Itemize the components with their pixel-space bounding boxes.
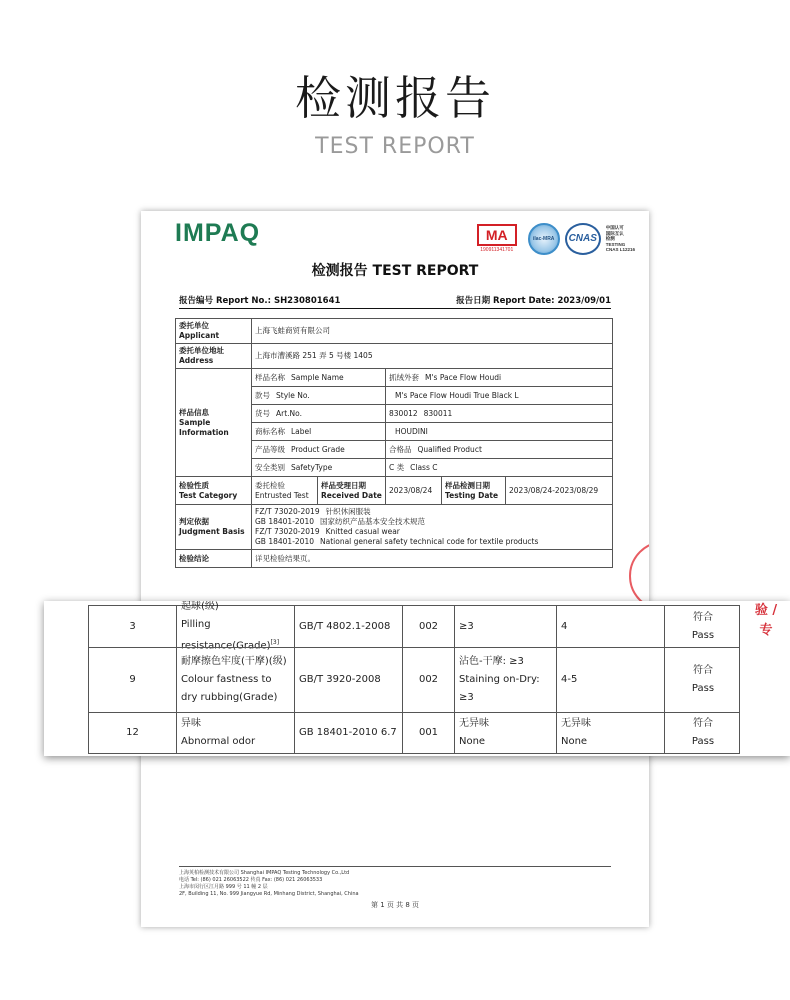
- conclusion-row: 检验结论 详见检验结果页。: [176, 550, 613, 568]
- report-sheet: [141, 211, 649, 927]
- ilac-mra-icon: ilac-MRA: [528, 223, 560, 255]
- results-table: [88, 601, 740, 754]
- address-row: 委托单位地址 Address 上海市漕溪路 251 弄 5 号楼 1405: [176, 344, 613, 369]
- cnas-accreditation-text: 中国认可 国际互认 检测 TESTING CNAS L12216: [605, 225, 635, 253]
- applicant-row: 委托单位 Applicant 上海飞蛙商贸有限公司: [176, 319, 613, 344]
- table-row: 12 异味 Abnormal odor GB 18401-2010 6.7 001 无异味 None 无异味 None 符合 Pass: [88, 712, 740, 754]
- sample-row: 样品信息 Sample Information 样品名称 Sample Name 抓绒外套 M's Pace Flow Houdi: [176, 369, 613, 387]
- report-title: 检测报告 TEST REPORT: [311, 263, 479, 279]
- impaq-logo: IMPAQ: [175, 219, 261, 247]
- applicant-value: 上海飞蛙商贸有限公司: [252, 319, 613, 344]
- test-category-row: 检验性质 Test Category 委托检验 Entrusted Test 样品受理日期 Received Date 2023/08/24 样品检测日期 Testing Date 2023/08/24-2023/08/29: [176, 477, 613, 505]
- report-info-table: [175, 318, 613, 568]
- report-meta: [179, 294, 611, 309]
- report-number: 报告编号 Report No.: SH230801641: [179, 296, 341, 306]
- page-number: 第 1 页 共 8 页: [370, 901, 420, 909]
- address-value: 上海市漕溪路 251 弄 5 号楼 1405: [252, 344, 613, 369]
- table-row: 9 耐摩擦色牢度(干摩)(级) Colour fastness to dry rubbing(Grade) GB/T 3920-2008 002 沾色-干摩: ≥3 Staining on-Dry: ≥3 4-5 符合 Pass: [88, 647, 740, 712]
- sample-row: 货号 Art.No. 830012 830011: [176, 405, 613, 423]
- table-row: 3 起球(级) Pilling resistance(Grade)[3] GB/T 4802.1-2008 002 ≥3 4 符合 Pass: [88, 605, 740, 647]
- report-footer: 上海英柏检测技术有限公司 Shanghai IMPAQ Testing Technology Co.,Ltd 电话 Tel: (86) 021 26063522 传真 Fax: (86) 021 26063533 上海市闵行区江月路 999 号 11 幢 2 层 2F, Building 11, No. 999 Jiangyue Rd, Minhang District, Shanghai, China: [179, 866, 611, 898]
- sample-row: 产品等级 Product Grade 合格品 Qualified Product: [176, 441, 613, 459]
- sample-row: 款号 Style No. M's Pace Flow Houdi True Black L: [176, 387, 613, 405]
- cnas-icon: CNAS: [565, 223, 601, 255]
- judgment-basis-row: 判定依据 Judgment Basis FZ/T 73020-2019 针织休闲服装 GB 18401-2010 国家纺织产品基本安全技术规范 FZ/T 73020-2019 Knitted casual wear GB 18401-2010 National general safety technical code for textile products: [176, 505, 613, 550]
- page-subheading: TEST REPORT: [315, 134, 475, 159]
- certification-marks: [471, 221, 635, 257]
- report-date: 报告日期 Report Date: 2023/09/01: [456, 296, 611, 306]
- cma-mark-icon: MA 190911341701: [471, 222, 523, 256]
- page-heading: 检测报告: [295, 71, 495, 125]
- sample-row: 安全类别 SafetyType C 类 Class C: [176, 459, 613, 477]
- sample-row: 商标名称 Label HOUDINI: [176, 423, 613, 441]
- verification-stamp-icon: 验 / 专: [754, 603, 778, 638]
- results-excerpt: [44, 601, 790, 756]
